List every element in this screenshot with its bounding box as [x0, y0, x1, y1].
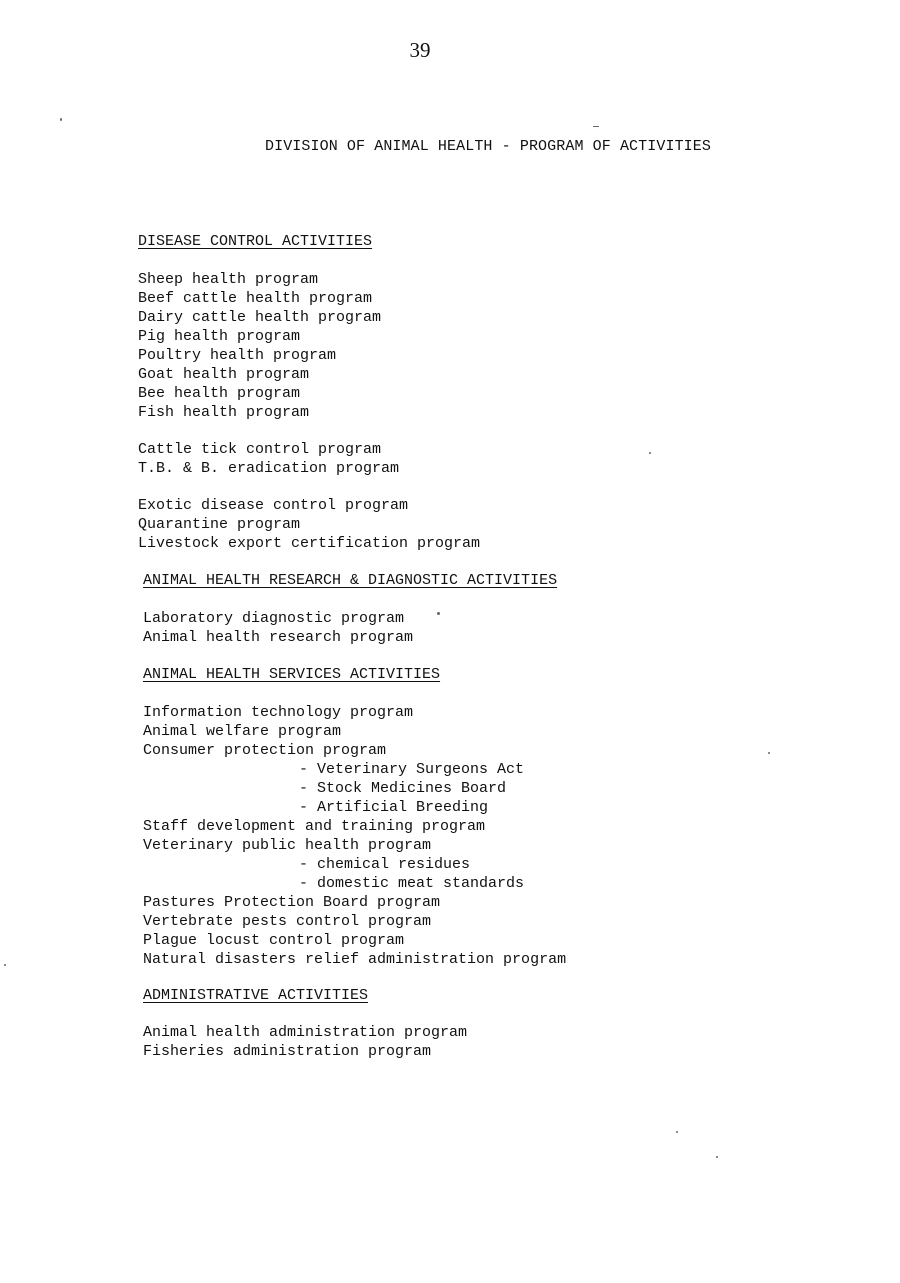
list-item: Livestock export certification program	[138, 535, 481, 552]
list-item: Veterinary public health program	[143, 837, 432, 854]
program-list-eradication	[138, 440, 399, 478]
list-item: Vertebrate pests control program	[143, 913, 432, 930]
list-item: Goat health program	[138, 366, 310, 383]
list-item: Natural disasters relief administration program	[143, 951, 567, 968]
sub-list-item: - chemical residues	[299, 856, 471, 873]
list-item: Exotic disease control program	[138, 497, 409, 514]
sub-list-item: - Artificial Breeding	[299, 799, 489, 816]
program-list-livestock-health	[138, 270, 381, 422]
list-item: Pastures Protection Board program	[143, 894, 441, 911]
list-item: Dairy cattle health program	[138, 309, 382, 326]
list-item: Fisheries administration program	[143, 1043, 432, 1060]
sub-list-item: - Stock Medicines Board	[299, 780, 507, 797]
section-heading-research-diagnostic: ANIMAL HEALTH RESEARCH & DIAGNOSTIC ACTIVITIES	[143, 572, 558, 589]
program-list-administration	[143, 1023, 467, 1061]
list-item: Animal welfare program	[143, 723, 342, 740]
list-item: Bee health program	[138, 385, 301, 402]
program-list-exotic-quarantine	[138, 496, 480, 553]
list-item: Pig health program	[138, 328, 301, 345]
list-item: Animal health administration program	[143, 1024, 468, 1041]
page-title: DIVISION OF ANIMAL HEALTH - PROGRAM OF ACTIVITIES	[265, 138, 711, 155]
list-item: Plague locust control program	[143, 932, 405, 949]
list-item: T.B. & B. eradication program	[138, 460, 400, 477]
list-item: Staff development and training program	[143, 818, 486, 835]
list-item: Animal health research program	[143, 629, 414, 646]
sub-list-item: - Veterinary Surgeons Act	[299, 761, 525, 778]
list-item: Poultry health program	[138, 347, 337, 364]
sub-list-item: - domestic meat standards	[299, 875, 525, 892]
list-item: Sheep health program	[138, 271, 319, 288]
list-item: Cattle tick control program	[138, 441, 382, 458]
section-heading-services: ANIMAL HEALTH SERVICES ACTIVITIES	[143, 666, 441, 683]
list-item: Beef cattle health program	[138, 290, 373, 307]
list-item: Laboratory diagnostic program	[143, 610, 405, 627]
list-item: Consumer protection program	[143, 742, 387, 759]
program-list-services	[143, 703, 566, 969]
page-number: 39	[409, 38, 431, 62]
list-item: Quarantine program	[138, 516, 301, 533]
section-heading-administrative: ADMINISTRATIVE ACTIVITIES	[143, 987, 369, 1004]
list-item: Fish health program	[138, 404, 310, 421]
section-heading-disease-control: DISEASE CONTROL ACTIVITIES	[138, 233, 373, 250]
program-list-research	[143, 609, 413, 647]
list-item: Information technology program	[143, 704, 414, 721]
